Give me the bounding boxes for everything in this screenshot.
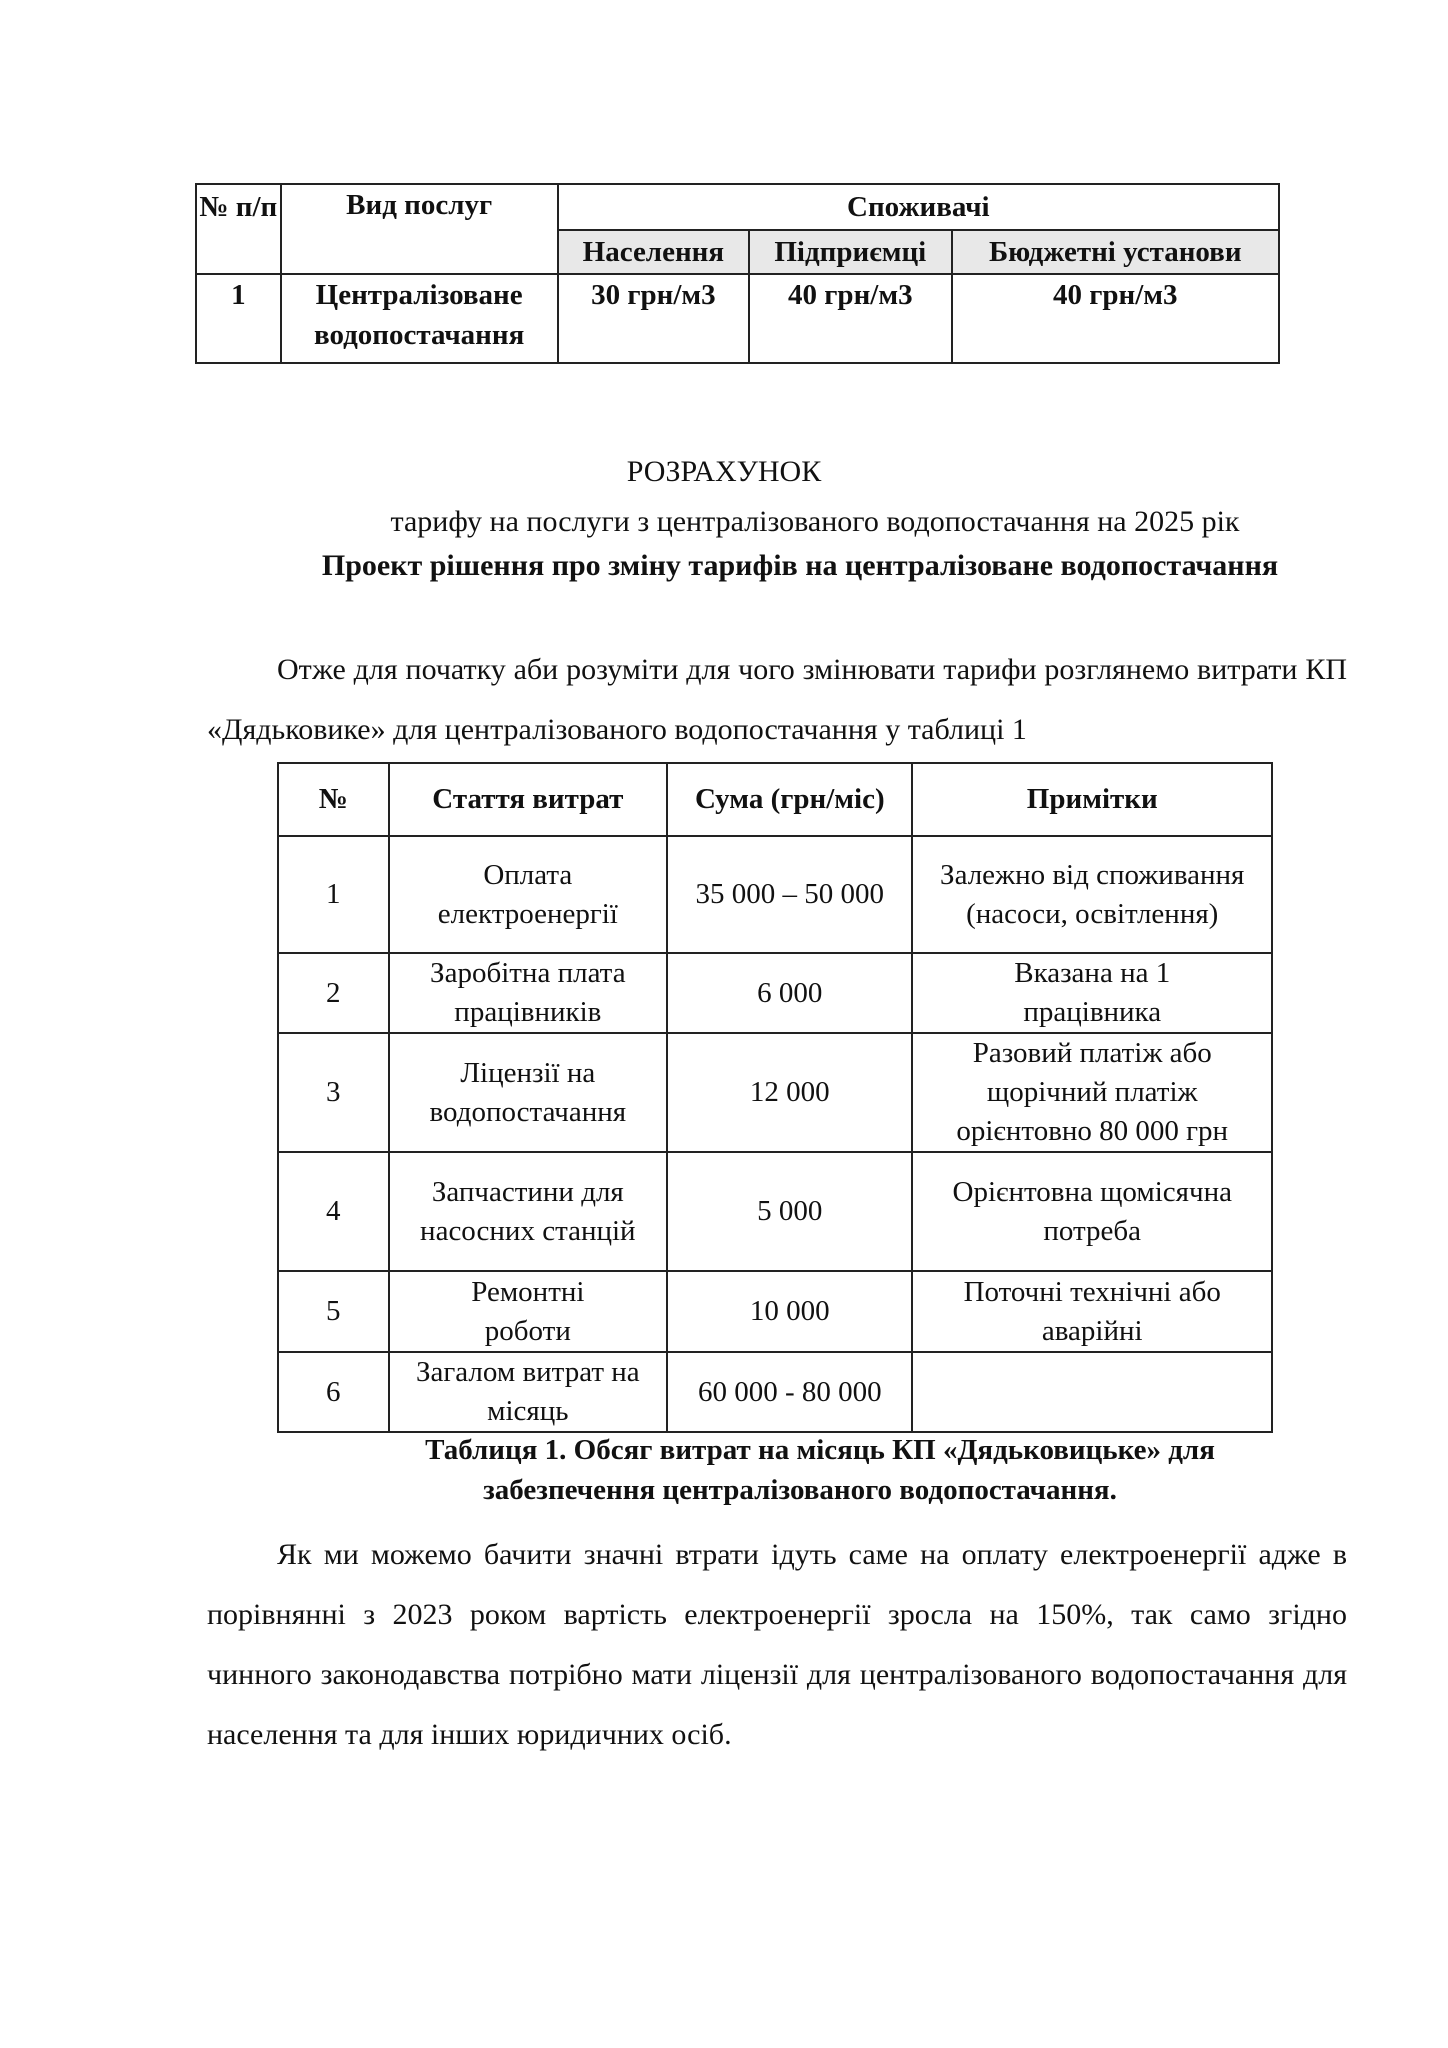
intro-paragraph: Отже для початку аби розуміти для чого змінювати тарифи розглянемо витрати КП «Дядьковике» для централізованого водопостачання у таблиці 1 [207,653,1347,746]
tariff-table [195,183,1280,364]
table-row [278,836,1272,953]
row-item: Заробітна плата працівників [389,953,668,1033]
header-amount: Сума (грн/міс) [667,763,912,836]
row-item: Оплата електроенергії [389,836,668,953]
row-item: Загалом витрат на місяць [389,1352,668,1432]
row-number: 3 [278,1033,389,1152]
table-row [196,274,1279,363]
header-entrepreneurs: Підприємці [749,230,951,274]
row-item: Ліцензії на водопостачання [389,1033,668,1152]
row-number: 5 [278,1271,389,1352]
row-entrepreneurs-price: 40 грн/м3 [749,274,951,363]
table-row-total [278,1352,1272,1432]
row-population-price: 30 грн/м3 [558,274,749,363]
header-budget-institutions: Бюджетні установи [952,230,1279,274]
row-number: 6 [278,1352,389,1432]
row-note: Поточні технічні або аварійні [912,1271,1272,1352]
expenses-table [277,762,1273,1433]
row-note [912,1352,1272,1432]
row-service: Централізоване водопостачання [281,274,558,363]
row-number: 1 [196,274,281,363]
conclusion-paragraph: Як ми можемо бачити значні втрати ідуть саме на оплату електроенергії адже в порівнянні з 2023 роком вартість електроенергії зросла на 150%, так само згідно чинного законодавства потрібно мати ліцензії для централізованого водопостачання для населення та для інших юридичних осіб. [207,1538,1347,1751]
row-amount: 6 000 [667,953,912,1033]
row-note: Залежно від споживання (насоси, освітлення) [912,836,1272,953]
row-number: 4 [278,1152,389,1271]
row-amount: 10 000 [667,1271,912,1352]
row-item: Ремонтні роботи [389,1271,668,1352]
header-service: Вид послуг [281,184,558,274]
header-consumers: Споживачі [558,184,1279,230]
caption-line-2: забезпечення централізованого водопостачання. [483,1474,1117,1506]
header-number [196,184,281,274]
row-number: 1 [278,836,389,953]
table-row [278,1033,1272,1152]
header-item: Стаття витрат [389,763,668,836]
header-population: Населення [558,230,749,274]
row-note: Вказана на 1 працівника [912,953,1272,1033]
caption-line-1: Таблиця 1. Обсяг витрат на місяць КП «Дядьковицьке» для [425,1434,1215,1466]
row-number: 2 [278,953,389,1033]
row-note: Орієнтовна щомісячна потреба [912,1152,1272,1271]
row-amount: 5 000 [667,1152,912,1271]
row-amount: 35 000 – 50 000 [667,836,912,953]
row-note: Разовий платіж або щорічний платіж орієнтовно 80 000 грн [912,1033,1272,1152]
table-row [278,1271,1272,1352]
row-item: Запчастини для насосних станцій [389,1152,668,1271]
table-caption [300,1430,1300,1510]
calculation-subheading: тарифу на послуги з централізованого водопостачання на 2025 рік [390,505,1240,538]
row-budget-price: 40 грн/м3 [952,274,1279,363]
row-amount: 12 000 [667,1033,912,1152]
expenses-header-row [278,763,1272,836]
row-amount: 60 000 - 80 000 [667,1352,912,1432]
header-number-label: № п/п [199,191,278,223]
table-row [278,953,1272,1033]
header-no: № [278,763,389,836]
table-row [278,1152,1272,1271]
decision-title: Проект рішення про зміну тарифів на централізоване водопостачання [321,549,1279,582]
calculation-heading: РОЗРАХУНОК [626,455,822,488]
header-notes: Примітки [912,763,1272,836]
